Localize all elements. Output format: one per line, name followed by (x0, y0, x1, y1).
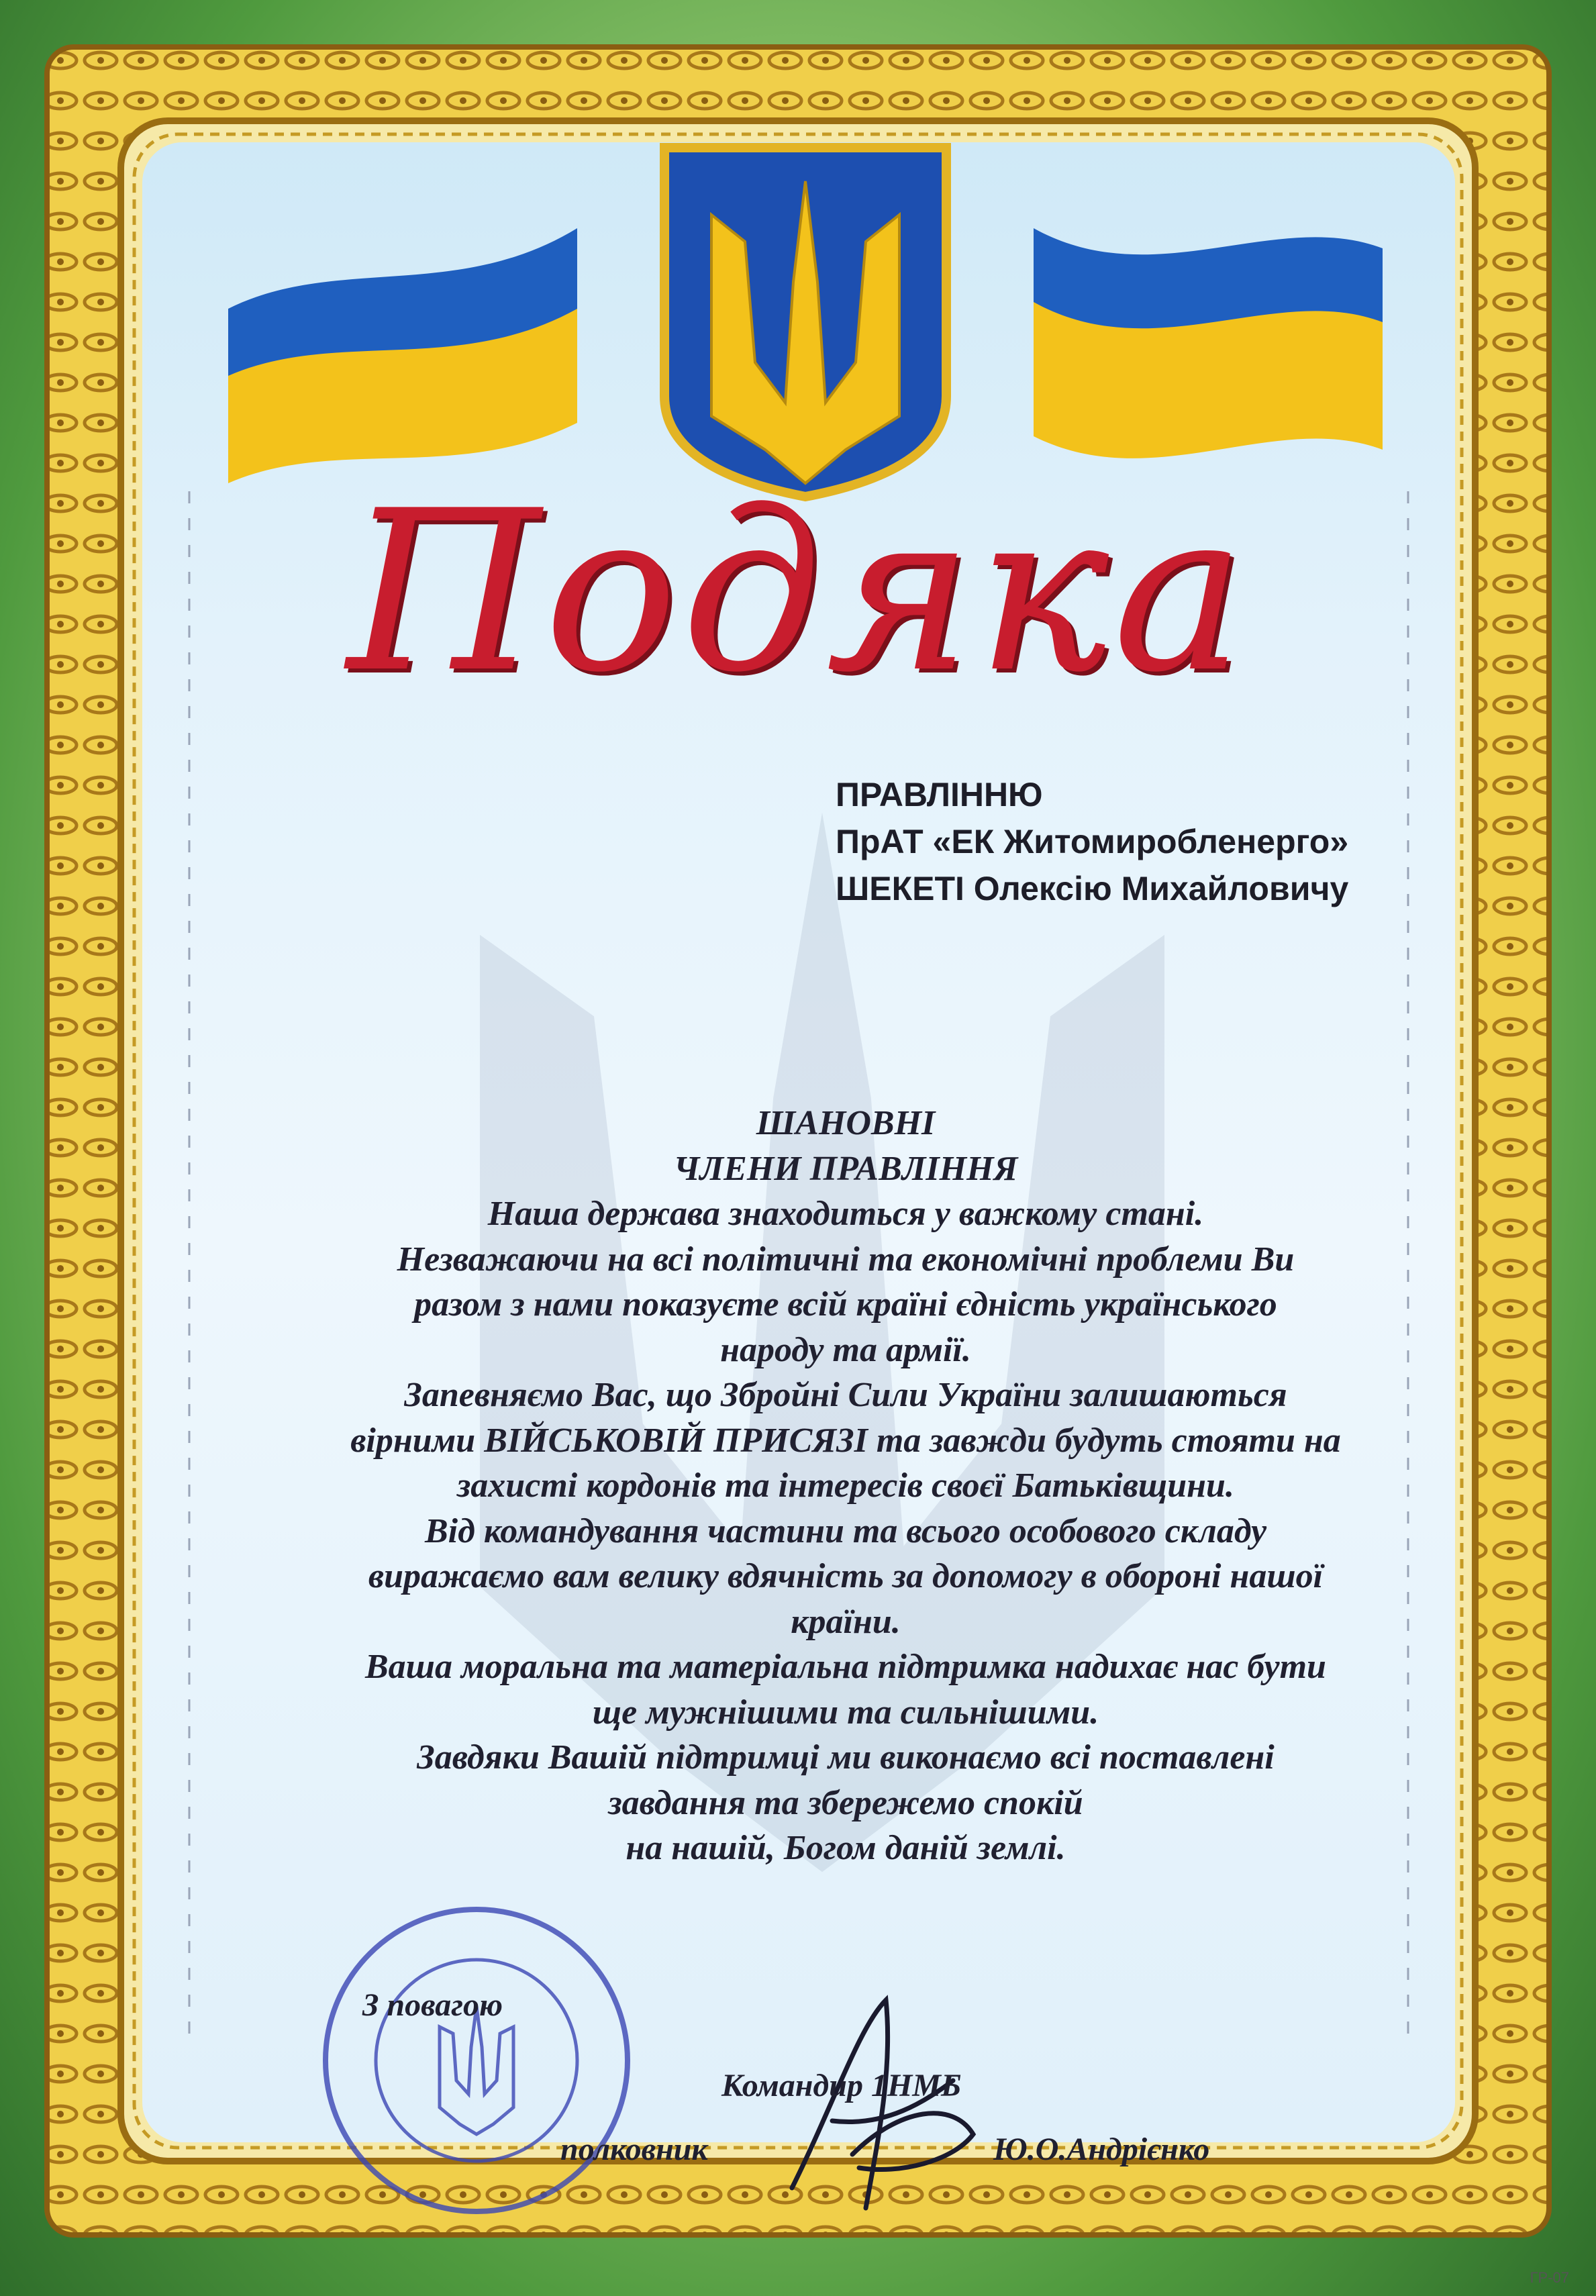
form-code: ГР-07 (1530, 2269, 1569, 2286)
body-line: народу та армії. (720, 1330, 971, 1369)
body-line: Запевняємо Вас, що Збройні Сили України залишаються (404, 1376, 1287, 1414)
certificate-body (309, 1101, 1383, 1871)
body-line: вірними ВІЙСЬКОВІЙ ПРИСЯЗІ та завжди будуть стояти на (350, 1421, 1341, 1460)
body-line: на нашій, Богом даній землі. (626, 1829, 1066, 1867)
body-line: ще мужнішими та сильнішими. (592, 1693, 1099, 1732)
signer-position: Командир 1НМБ (721, 2068, 962, 2103)
signer-name: Ю.О.Андрієнко (993, 2132, 1210, 2167)
certificate-title: Подяка (347, 463, 1249, 721)
handwritten-signature (752, 1987, 1007, 2228)
body-line: ЧЛЕНИ ПРАВЛІННЯ (673, 1149, 1018, 1188)
body-line: Від командування частини та всього особового складу (424, 1511, 1267, 1550)
signer-rank: полковник (560, 2132, 708, 2167)
official-stamp (309, 1893, 644, 2228)
body-line: виражаємо вам велику вдячність за допомогу в обороні нашої (368, 1557, 1324, 1595)
left-ornament-border (169, 491, 209, 2035)
right-ornament-border (1388, 491, 1428, 2035)
body-line: завдання та збережемо спокій (608, 1783, 1083, 1822)
recipient-line-2: ПрАТ «ЕК Житомиробленерго» (836, 823, 1349, 860)
body-line: країни. (791, 1602, 901, 1641)
body-line: разом з нами показуєте всій країні єдність українського (414, 1285, 1277, 1324)
body-line: Незважаючи на всі політичні та економічні проблеми Ви (397, 1240, 1295, 1279)
recipient-line-1: ПРАВЛІННЮ (836, 776, 1043, 813)
closing-text: З повагою (362, 1987, 503, 2023)
body-line: ШАНОВНІ (756, 1104, 936, 1142)
body-line: Ваша моральна та матеріальна підтримка надихає нас бути (365, 1648, 1326, 1686)
flag-ribbon (201, 134, 1409, 510)
recipient-line-3: ШЕКЕТІ Олексію Михайловичу (836, 870, 1349, 907)
body-line: Завдяки Вашій підтримці ми виконаємо всі поставлені (417, 1738, 1275, 1777)
body-line: захисті кордонів та інтересів своєї Батьківщини. (457, 1466, 1234, 1505)
coat-of-arms (664, 148, 946, 497)
body-line: Наша держава знаходиться у важкому стані. (487, 1195, 1204, 1233)
